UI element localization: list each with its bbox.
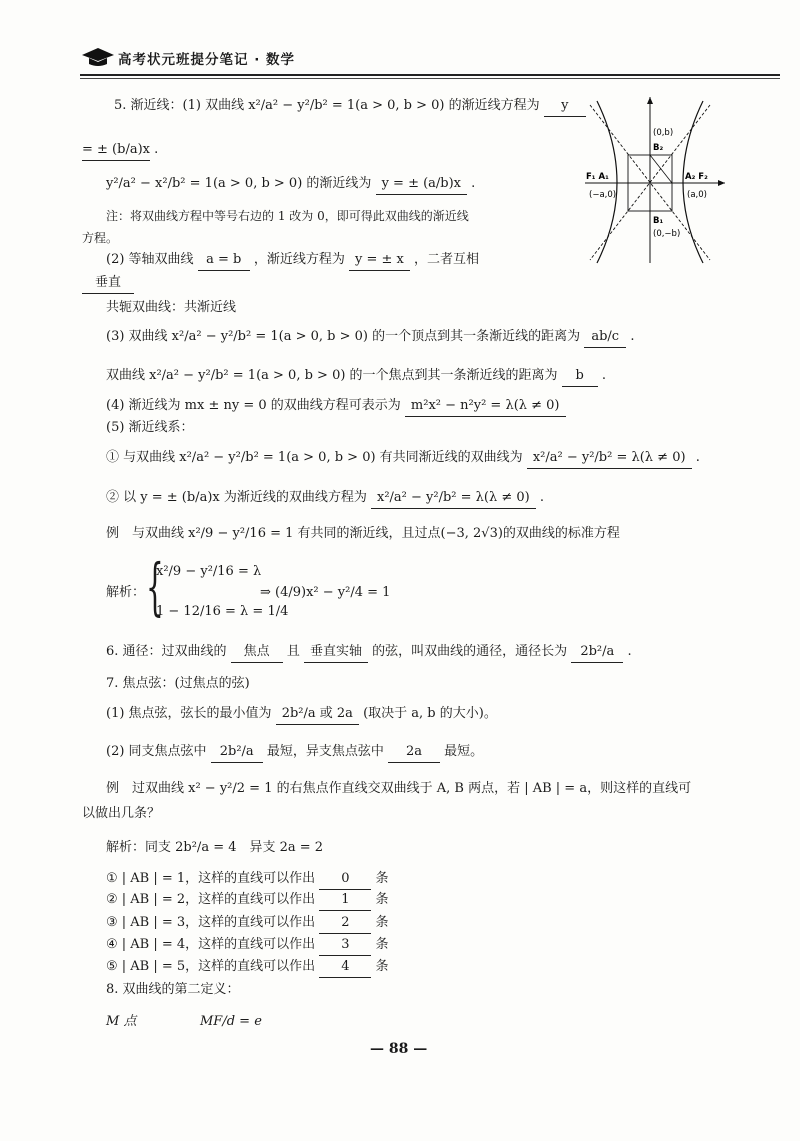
list-item-answer: 3 [319,935,371,956]
s5-note-line2: 方程。 [82,231,119,245]
s7-title: 7. 焦点弦：(过焦点的弦) [106,676,250,691]
example-2-question-line2: 以做出几条？ [82,806,161,821]
header-title: 高考状元班提分笔记 · 数学 [118,52,296,68]
fig-label: (−a,0) [589,190,617,200]
graduation-cap-icon [80,46,116,68]
s5-note-line1: 注：将双曲线方程中等号右边的 1 改为 0，即可得此双曲线的渐近线 [106,209,469,223]
fig-label: (0,b) [653,128,674,138]
system-brace: { [146,550,164,623]
s8-formula: MF/d = e [200,1014,262,1029]
header-rule [80,74,780,76]
fig-label: F₁ A₁ [586,172,609,182]
s5-asymptote-form: (4) 渐近线为 mx ± ny = 0 的双曲线方程可表示为 m²x² − n²y² = λ(λ ≠ 0) [106,396,566,417]
s5-d3b-answer: b [562,366,598,387]
s5-eq-answer-3: 垂直 [82,273,134,294]
s5-family-2: ② 以 y = ± (b/a)x 为渐近线的双曲线方程为 x²/a² − y²/b² = λ(λ ≠ 0) . [106,488,544,509]
hyperbola-left-branch [597,101,617,263]
s5-d5b-answer: x²/a² − y²/b² = λ(λ ≠ 0) [371,488,536,509]
list-item-answer: 4 [319,957,371,978]
s5-answer-1a: y [544,96,586,117]
example-1-system-eq-1: x²/9 − y²/16 = λ [156,564,262,579]
example-2-solution: 解析：同支 2b²/a = 4 异支 2a = 2 [106,840,324,855]
s5-asymptote-family: (5) 渐近线系： [106,420,194,435]
s5-distance-vertex: (3) 双曲线 x²/a² − y²/b² = 1(a > 0, b > 0) 的一个顶点到其一条渐近线的距离为 ab/c . [106,327,635,348]
list-item-answer: 2 [319,913,371,934]
s5-family-1: ① 与双曲线 x²/a² − y²/b² = 1(a > 0, b > 0) 有共同渐近线的双曲线为 x²/a² − y²/b² = λ(λ ≠ 0) . [106,448,700,469]
s5-d4-answer: m²x² − n²y² = λ(λ ≠ 0) [405,396,566,417]
fig-label: (0,−b) [653,229,681,239]
s6-answer-1: 焦点 [231,642,283,663]
s5-eq-answer-1: a = b [198,250,250,271]
list-item: ④ | AB | = 4，这样的直线可以作出 3 条 [106,935,388,956]
s6-answer-2: 垂直实轴 [304,642,368,663]
example-2-question-line1: 例 过双曲线 x² − y²/2 = 1 的右焦点作直线交双曲线于 A, B 两点，若 | AB | = a，则这样的直线可 [106,781,692,796]
s7-p2-answer-2: 2a [388,742,440,763]
s8-title: 8. 双曲线的第二定义： [106,982,240,997]
fig-label: A₂ F₂ [685,172,708,182]
example-1-system-eq-2: 1 − 12/16 = λ = 1/4 [156,604,289,619]
s7-point-2: (2) 同支焦点弦中 2b²/a 最短，异支焦点弦中 2a 最短。 [106,742,483,763]
s5-line2: y²/a² − x²/b² = 1(a > 0, b > 0) 的渐近线为 y = ± (a/b)x . [106,174,475,195]
fig-label: B₂ [653,143,664,153]
list-item-answer: 1 [319,890,371,911]
s6-latus-rectum: 6. 通径：过双曲线的 焦点 且 垂直实轴 的弦，叫双曲线的通径，通径长为 2b²/a . [106,642,632,663]
s7-p1-answer: 2b²/a 或 2a [276,704,359,725]
s5-distance-focus: 双曲线 x²/a² − y²/b² = 1(a > 0, b > 0) 的一个焦点到其一条渐近线的距离为 b . [106,366,606,387]
list-item: ③ | AB | = 3，这样的直线可以作出 2 条 [106,913,388,934]
s5-line1-cont: = ± (b/a)x . [82,140,158,161]
s6-answer-3: 2b²/a [571,642,623,663]
list-item-answer: 0 [319,869,371,890]
fig-label: (a,0) [687,190,707,200]
s5-eq-cont [82,273,134,294]
s5-eq-answer-2: y = ± x [349,250,410,271]
hyperbola-right-branch [683,101,703,263]
header-rule-thin [80,78,780,79]
list-item: ② | AB | = 2，这样的直线可以作出 1 条 [106,890,388,911]
hyperbola-figure [585,95,730,265]
fig-label: B₁ [653,216,664,226]
example-1-question: 例 与双曲线 x²/9 − y²/16 = 1 有共同的渐近线，且过点(−3, 2√3)的双曲线的标准方程 [106,526,620,541]
s5-line1: 5. 渐近线：(1) 双曲线 x²/a² − y²/b² = 1(a > 0, b > 0) 的渐近线方程为 y [114,96,586,117]
s5-answer-1b: = ± (b/a)x [82,140,150,161]
s5-conjugate: 共轭双曲线：共渐近线 [106,300,237,315]
s5-d3a-answer: ab/c [584,327,626,348]
example-1-result: ⇒ (4/9)x² − y²/4 = 1 [260,585,391,600]
s5-equilateral: (2) 等轴双曲线 a = b ，渐近线方程为 y = ± x ，二者互相 [106,250,479,271]
s5-d5a-answer: x²/a² − y²/b² = λ(λ ≠ 0) [527,448,692,469]
s7-point-1: (1) 焦点弦，弦长的最小值为 2b²/a 或 2a (取决于 a, b 的大小)。 [106,704,497,725]
s5-answer-2: y = ± (a/b)x [376,174,467,195]
s7-p2-answer-1: 2b²/a [211,742,263,763]
s8-m-point: M 点 [106,1014,137,1029]
example-1-solution-label: 解析： [106,585,146,600]
list-item: ① | AB | = 1，这样的直线可以作出 0 条 [106,869,388,890]
page-number: — 88 — [370,1041,428,1057]
list-item: ⑤ | AB | = 5，这样的直线可以作出 4 条 [106,957,388,978]
